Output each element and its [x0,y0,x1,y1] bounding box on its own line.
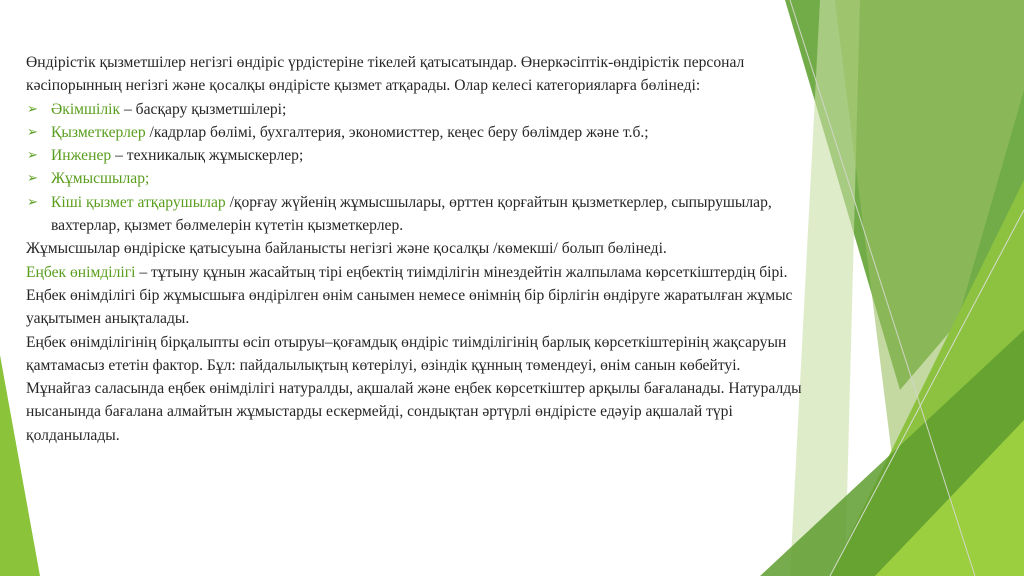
arrow-bullet-icon: ➢ [27,148,38,164]
productivity-paragraph [26,261,826,331]
category-desc: – басқару қызметшілері; [120,100,287,118]
category-term: Инженер [51,147,112,165]
arrow-bullet-icon: ➢ [27,171,38,187]
category-item-admin [26,98,826,121]
category-item-employees [26,121,826,144]
arrow-bullet-icon: ➢ [27,101,38,117]
productivity-definition: – тұтыну құнын жасайтың тірі еңбектің тиімділігін мінездейтін жалпылама көрсеткіштердің бірі. Еңбек өнімділігі бір жұмысшыға өндірілген өнім санымен немесе өнімнің бір бірлігін өндіруге жаратылған жұмыс уақытымен анықталады. [26,263,793,328]
category-term: Жұмысшылар; [51,170,150,188]
category-item-engineer [26,144,826,167]
oilgas-paragraph: Мұнайгаз саласында еңбек өнімділігі натуралды, ақшалай және еңбек көрсеткіштер арқылы бағаланады. Натуралды нысанында бағалана алмайтын жұмыстарды ескермейді, сондықтан әртүрлі өндірісте едәуір ақшалай түрі қолданылады. [26,380,802,444]
category-desc: /қорғау жүйенің жұмысшылары, өрттен қорғайтын қызметкерлер, сыпырушылар, вахтерлар, қызмет бөлмелерін күтетін қызметкерлер. [51,193,772,235]
category-desc: – техникалық жұмыскерлер; [111,147,304,165]
category-item-workers [26,167,826,190]
slide-content [26,51,826,447]
category-term: Кіші қызмет атқарушылар [51,193,226,211]
intro-paragraph: Өндірістік қызметшілер негізгі өндіріс үрдістеріне тікелей қатысатындар. Өнеркәсіптік-өндірістік персонал кәсіпорынның негізгі және қосалқы өндірісте қызмет атқарады. Олар келесі категорияларға бөлінеді: [26,54,745,95]
category-term: Әкімшілік [51,100,121,118]
category-term: Қызметкерлер [51,123,146,141]
arrow-bullet-icon: ➢ [27,194,38,210]
workers-note: Жұмысшылар өндіріске қатысуына байланысты негізгі және қосалқы /көмекші/ болып бөлінеді. [26,240,667,258]
category-item-junior-staff [26,191,826,238]
category-desc: /кадрлар бөлімі, бухгалтерия, экономисттер, кеңес беру бөлімдер және т.б.; [145,123,649,141]
growth-paragraph: Еңбек өнімділігінің бірқалыпты өсіп отыруы–қоғамдық өндіріс тиімділігінің барлық көрсеткіштерінің жақсаруын қамтамасыз ететін фактор. Бұл: пайдалылықтың көтерілуі, өзіндік құнның төмендеуі, өнім санын көбейтуі. [26,333,787,374]
arrow-bullet-icon: ➢ [27,124,38,140]
productivity-term: Еңбек өнімділігі [26,263,136,281]
